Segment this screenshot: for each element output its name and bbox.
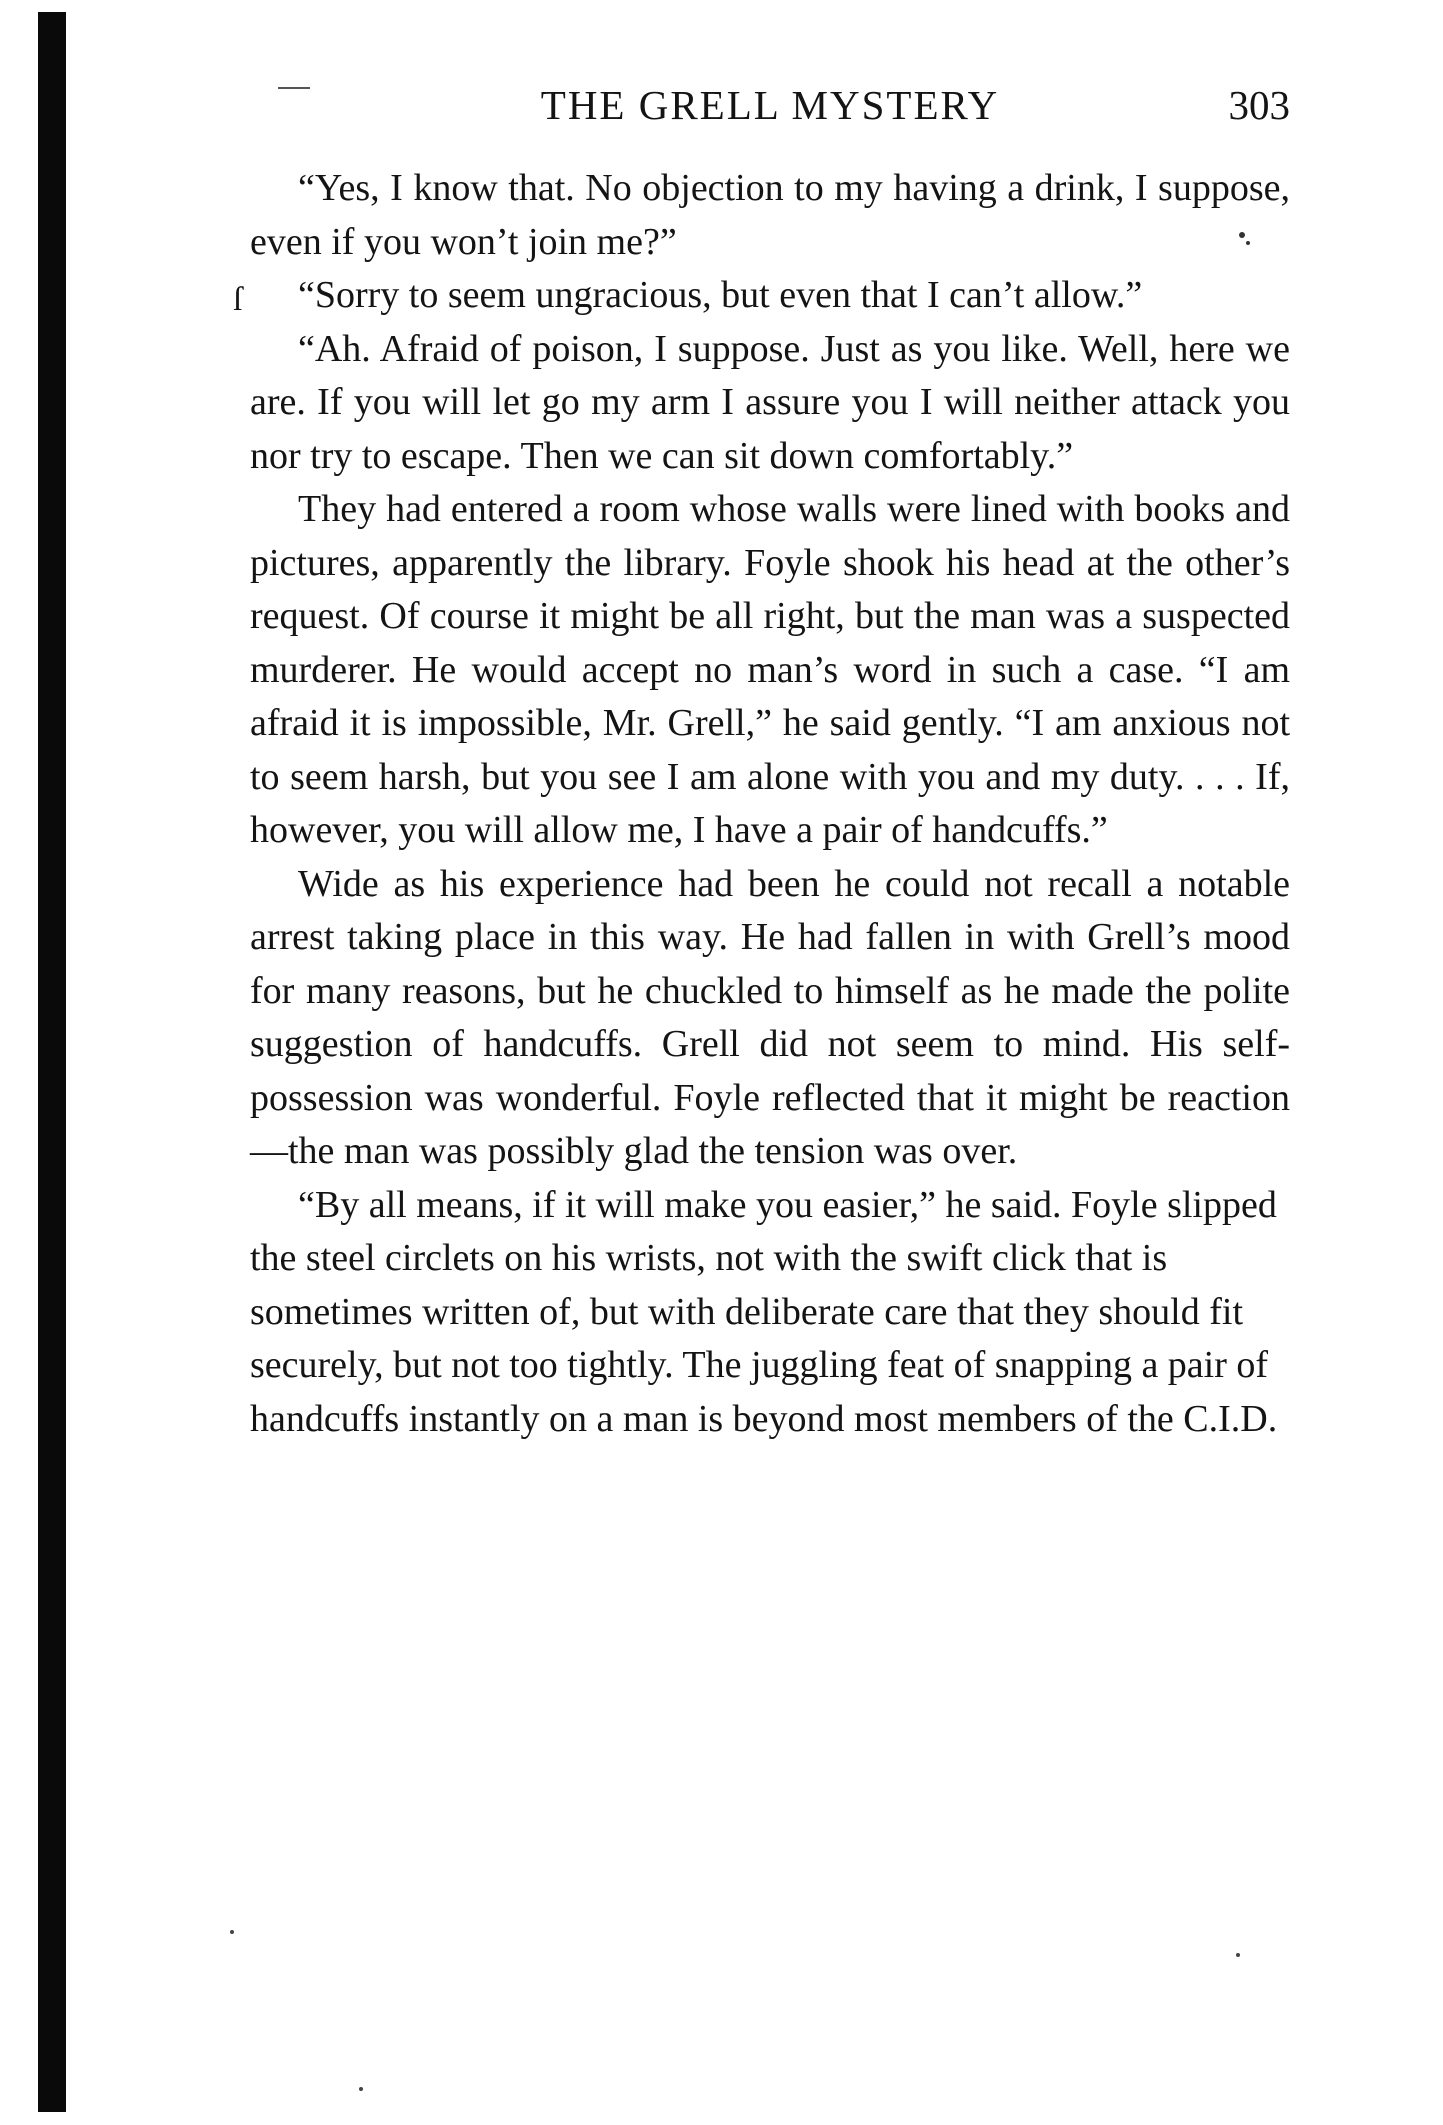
paragraph: “By all means, if it will make you easier,” he said. Foyle slipped the steel circlets on his wrists, not with the swift click that is sometimes written of, but with deliberate care that they should fit securely, but not too tightly. The juggling feat of snapping a pair of handcuffs instantly on a man is beyond most members of the C.I.D. — [250, 1183, 1278, 1440]
body-text — [250, 162, 1290, 1446]
paragraph: “Sorry to seem ungracious, but even that I can’t allow.” — [298, 274, 1143, 316]
paragraph: “Ah. Afraid of poison, I suppose. Just as you like. Well, here we are. If you will let go my arm I assure you I will neither attack you nor try to escape. Then we can sit down comfortably.” — [250, 327, 1290, 477]
paragraph: They had entered a room whose walls were lined with books and pictures, apparently the library. Foyle shook his head at the other’s request. Of course it might be all right, but the man was a suspected murderer. He would accept no man’s word in such a case. “I am afraid it is impossible, Mr. Grell,” he said gently. “I am anxious not to seem harsh, but you see I am alone with you and my duty. . . . If, however, you will allow me, I have a pair of handcuffs.” — [250, 488, 1290, 851]
speck — [359, 2087, 363, 2091]
paragraph: Wide as his experience had been he could not recall a notable arrest taking place in this way. He had fallen in with Grell’s mood for many reasons, but he chuckled to himself as he made the polite suggestion of handcuffs. Grell did not seem to mind. His self-possession was wonderful. Foyle reflected that it might be reaction—the man was possibly glad the tension was over. — [250, 862, 1290, 1172]
margin-mark: ſ — [233, 281, 243, 318]
speck — [230, 1930, 234, 1934]
page-number: 303 — [1228, 82, 1290, 128]
paragraph: “Yes, I know that. No objection to my having a drink, I suppose, even if you won’t join me?” — [250, 167, 1290, 263]
running-head — [250, 80, 1290, 130]
speck — [1236, 1953, 1240, 1957]
running-title: THE GRELL MYSTERY — [540, 82, 1000, 128]
